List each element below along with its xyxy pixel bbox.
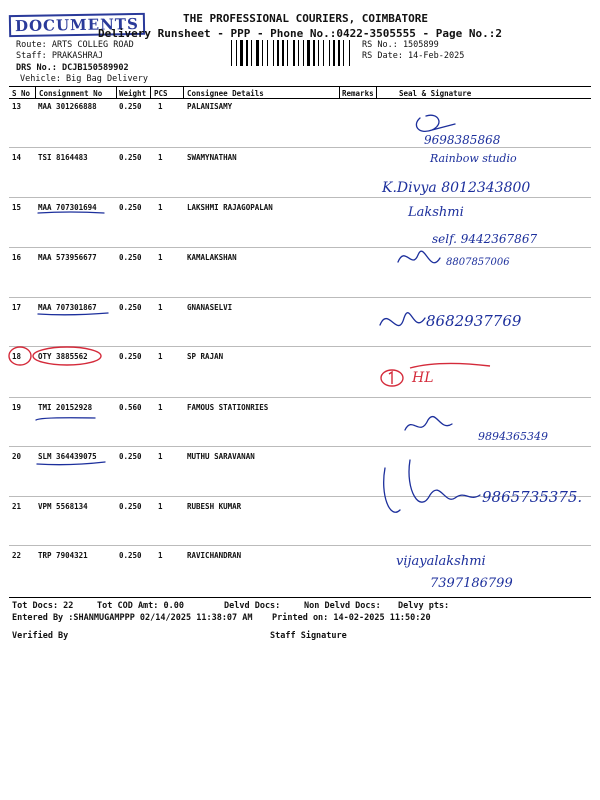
delivered-docs: Delvd Docs: [224,601,281,611]
verified-by: Verified By [12,631,69,641]
col-sno: S No [12,89,31,98]
red-scribble [410,363,490,368]
row-weight: 0.250 [119,253,142,262]
route-label: Route: ARTS COLLEG ROAD [16,40,134,50]
row-sno: 20 [12,452,22,461]
row-consignment: MAA 707301867 [38,303,97,312]
row-consignee: PALANISAMY [187,102,233,111]
handwriting-name-phone: K.Divya 8012343800 [382,180,531,196]
handwriting-phone: 7397186799 [430,576,513,591]
row-consignee: RAVICHANDRAN [187,551,242,560]
row-sno: 17 [12,303,22,312]
row-consignment: TMI 20152928 [38,403,93,412]
handwriting-name: Lakshmi [408,205,464,220]
row-pcs: 1 [158,403,163,412]
row-consignment: OTY 3885562 [38,352,88,361]
row-weight: 0.250 [119,502,142,511]
documents-stamp: DOCUMENTS [9,13,145,37]
row-sno: 16 [12,253,22,262]
pen-underline [37,462,105,465]
row-pcs: 1 [158,352,163,361]
col-consignee: Consignee Details [187,89,264,98]
row-consignee: SP RAJAN [187,352,224,361]
handwriting-phone: 9894365349 [478,430,548,443]
row-pcs: 1 [158,303,163,312]
row-pcs: 1 [158,253,163,262]
signature-scribble [405,417,452,430]
non-delivered-docs: Non Delvd Docs: [304,601,381,611]
red-circle-sno [9,347,31,365]
row-sno: 21 [12,502,22,511]
pen-underline [38,313,108,315]
row-consignee: LAKSHMI RAJAGOPALAN [187,203,273,212]
handwriting-phone: self. 9442367867 [432,232,538,246]
signature-scribble [380,313,425,326]
col-weight: Weight [119,89,147,98]
row-sno: 14 [12,153,22,162]
col-pcs: PCS [154,89,168,98]
row-weight: 0.250 [119,452,142,461]
col-remarks: Remarks [342,89,374,98]
handwriting-phone: 9698385868 [424,133,501,147]
row-weight: 0.250 [119,102,142,111]
row-consignment: TRP 7904321 [38,551,88,560]
handwriting-name: vijayalakshmi [396,554,486,569]
rs-date: RS Date: 14-Feb-2025 [362,51,465,61]
handwriting-note: Rainbow studio [430,152,517,165]
entered-by: Entered By :SHANMUGAMPPP 02/14/2025 11:38:07 AM [12,613,253,623]
col-consignment: Consignment No [39,89,103,98]
company-title: THE PROFESSIONAL COURIERS, COIMBATORE [183,12,429,25]
row-consignment: SLM 364439075 [38,452,97,461]
row-consignment: MAA 573956677 [38,253,97,262]
row-pcs: 1 [158,502,163,511]
signature-scribble [398,251,440,263]
row-weight: 0.250 [119,203,142,212]
handwriting-phone: 9865735375. [482,488,583,506]
row-consignee: KAMALAKSHAN [187,253,237,262]
row-consignee: GNANASELVI [187,303,233,312]
row-consignment: TSI 8164483 [38,153,88,162]
rs-number: RS No.: 1505899 [362,40,439,50]
row-consignment: VPM 5568134 [38,502,88,511]
handwriting-remark: HL [412,370,434,386]
row-pcs: 1 [158,203,163,212]
row-sno: 15 [12,203,22,212]
printed-on: Printed on: 14-02-2025 11:50:20 [272,613,431,623]
row-sno: 22 [12,551,22,560]
red-mark-stroke [389,372,392,384]
total-cod: Tot COD Amt: 0.00 [97,601,184,611]
row-consignee: MUTHU SARAVANAN [187,452,255,461]
row-consignee: FAMOUS STATIONRIES [187,403,269,412]
row-weight: 0.250 [119,352,142,361]
row-pcs: 1 [158,153,163,162]
pen-underline [36,418,95,420]
delivery-points: Delvy pts: [398,601,450,611]
staff-label: Staff: PRAKASHRAJ [16,51,103,61]
total-docs: Tot Docs: 22 [12,601,74,611]
staff-signature: Staff Signature [270,631,347,641]
row-consignee: SWAMYNATHAN [187,153,237,162]
row-sno: 13 [12,102,22,111]
runsheet-subtitle: Delivery Runsheet - PPP - Phone No.:0422-3505555 - Page No.:2 [98,27,502,40]
row-consignment: MAA 707301694 [38,203,97,212]
row-pcs: 1 [158,452,163,461]
col-seal-signature: Seal & Signature [399,89,472,98]
row-weight: 0.560 [119,403,142,412]
signature-scribble [384,460,480,512]
row-sno: 18 [12,352,22,361]
drs-number: DRS No.: DCJB150589902 [16,63,129,73]
row-weight: 0.250 [119,551,142,560]
row-pcs: 1 [158,551,163,560]
red-circle-consignment [33,347,101,365]
row-sno: 19 [12,403,22,412]
handwriting-phone: 8807857006 [446,257,510,268]
row-consignment: MAA 301266888 [38,102,97,111]
row-consignee: RUBESH KUMAR [187,502,242,511]
row-weight: 0.250 [119,153,142,162]
row-pcs: 1 [158,102,163,111]
vehicle-label: Vehicle: Big Bag Delivery [20,74,148,84]
row-weight: 0.250 [119,303,142,312]
handwriting-phone: 8682937769 [426,312,522,330]
pen-underline [38,212,104,213]
signature-scribble [416,115,455,131]
